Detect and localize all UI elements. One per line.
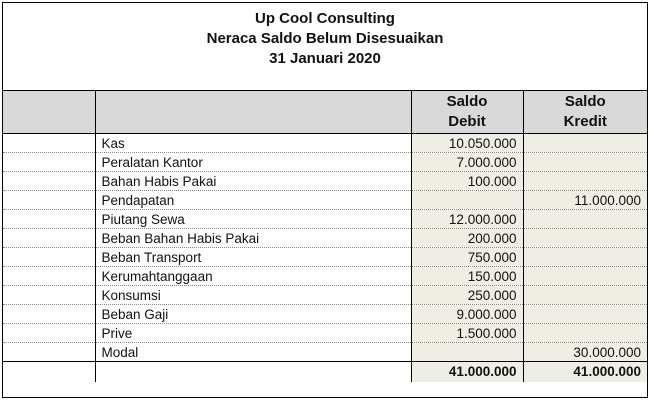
debit-amount: 750.000 [411, 248, 523, 267]
table-row [3, 286, 647, 305]
credit-amount [523, 324, 647, 343]
column-header-row [3, 91, 647, 134]
blank-header-cell [3, 91, 95, 134]
row-blank-cell [3, 172, 95, 191]
row-blank-cell [3, 210, 95, 229]
report-date: 31 Januari 2020 [269, 50, 381, 67]
debit-amount: 9.000.000 [411, 305, 523, 324]
row-blank-cell [3, 286, 95, 305]
trial-balance-sheet [2, 2, 648, 398]
company-name: Up Cool Consulting [255, 10, 395, 27]
total-debit: 41.000.000 [411, 362, 523, 382]
row-blank-cell [3, 305, 95, 324]
credit-column-header [523, 91, 647, 134]
account-name: Prive [95, 324, 411, 343]
table-row [3, 153, 647, 172]
account-name: Peralatan Kantor [95, 153, 411, 172]
account-name: Beban Transport [95, 248, 411, 267]
debit-column-header [411, 91, 523, 134]
table-body [3, 134, 647, 382]
debit-amount [411, 343, 523, 362]
credit-amount [523, 153, 647, 172]
debit-amount: 7.000.000 [411, 153, 523, 172]
debit-amount: 100.000 [411, 172, 523, 191]
row-blank-cell [3, 134, 95, 153]
debit-amount: 12.000.000 [411, 210, 523, 229]
row-blank-cell [3, 229, 95, 248]
credit-header-line2: Kredit [563, 113, 607, 130]
totals-blank-cell [3, 362, 95, 382]
table-row [3, 191, 647, 210]
totals-label-cell [95, 362, 411, 382]
row-blank-cell [3, 343, 95, 362]
debit-amount: 200.000 [411, 229, 523, 248]
table-row [3, 248, 647, 267]
account-name: Kas [95, 134, 411, 153]
account-name: Beban Bahan Habis Pakai [95, 229, 411, 248]
report-header [3, 3, 647, 91]
credit-amount [523, 267, 647, 286]
account-name: Bahan Habis Pakai [95, 172, 411, 191]
credit-amount [523, 210, 647, 229]
table-row [3, 229, 647, 248]
row-blank-cell [3, 267, 95, 286]
total-credit: 41.000.000 [523, 362, 647, 382]
report-title: Neraca Saldo Belum Disesuaikan [206, 30, 444, 47]
row-blank-cell [3, 324, 95, 343]
debit-amount: 150.000 [411, 267, 523, 286]
account-name: Piutang Sewa [95, 210, 411, 229]
trial-balance-table [3, 91, 647, 382]
credit-amount [523, 286, 647, 305]
account-name: Konsumsi [95, 286, 411, 305]
account-name: Beban Gaji [95, 305, 411, 324]
credit-amount [523, 172, 647, 191]
table-row [3, 305, 647, 324]
row-blank-cell [3, 248, 95, 267]
debit-amount: 1.500.000 [411, 324, 523, 343]
credit-amount [523, 134, 647, 153]
credit-header-line1: Saldo [564, 93, 606, 110]
row-blank-cell [3, 153, 95, 172]
credit-amount [523, 305, 647, 324]
debit-header-line2: Debit [448, 113, 486, 130]
credit-amount: 11.000.000 [523, 191, 647, 210]
table-row [3, 134, 647, 153]
table-row [3, 267, 647, 286]
row-blank-cell [3, 191, 95, 210]
account-header-cell [95, 91, 411, 134]
credit-amount [523, 229, 647, 248]
account-name: Kerumahtanggaan [95, 267, 411, 286]
table-row [3, 210, 647, 229]
debit-amount: 10.050.000 [411, 134, 523, 153]
totals-row [3, 362, 647, 382]
debit-header-line1: Saldo [446, 93, 488, 110]
table-row [3, 324, 647, 343]
table-row [3, 343, 647, 362]
table-row [3, 172, 647, 191]
credit-amount [523, 248, 647, 267]
credit-amount: 30.000.000 [523, 343, 647, 362]
account-name: Pendapatan [95, 191, 411, 210]
account-name: Modal [95, 343, 411, 362]
debit-amount: 250.000 [411, 286, 523, 305]
debit-amount [411, 191, 523, 210]
